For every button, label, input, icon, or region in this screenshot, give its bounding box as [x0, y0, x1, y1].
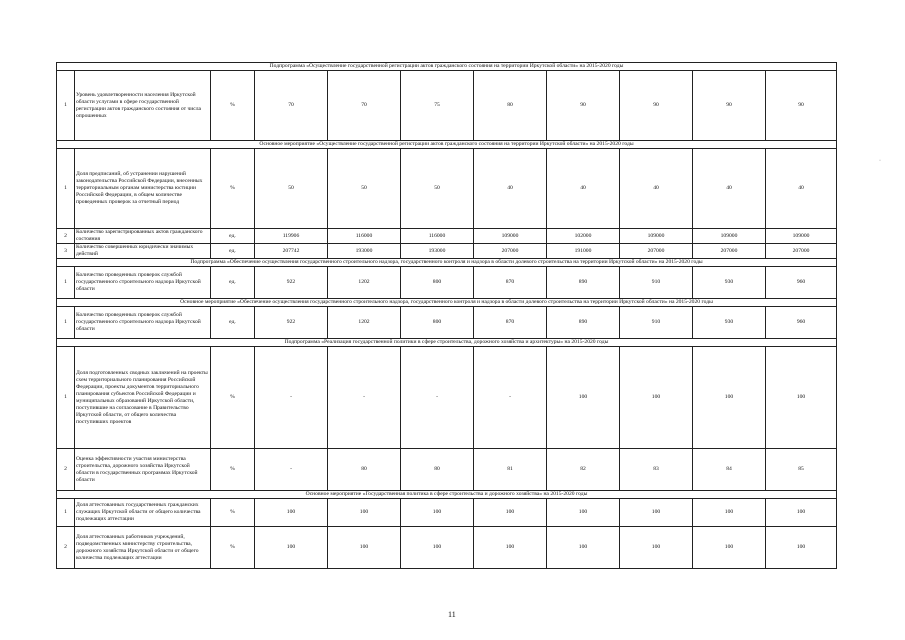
- value-cell: 40: [766, 149, 837, 229]
- value-cell: 100: [255, 527, 328, 569]
- value-cell: 207000: [474, 244, 547, 259]
- value-cell: 100: [328, 527, 401, 569]
- value-cell: 930: [693, 307, 766, 339]
- value-cell: 109000: [620, 229, 693, 244]
- indicator-row: [57, 527, 837, 569]
- value-cell: 81: [474, 449, 547, 491]
- row-number: 2: [57, 229, 75, 244]
- indicator-row: [57, 449, 837, 491]
- value-cell: 100: [401, 527, 474, 569]
- indicators-table: [56, 62, 837, 569]
- value-cell: 100: [620, 499, 693, 527]
- value-cell: 109000: [693, 229, 766, 244]
- value-cell: 870: [474, 267, 547, 299]
- value-cell: 109000: [474, 229, 547, 244]
- row-number: 2: [57, 527, 75, 569]
- value-cell: 80: [474, 71, 547, 141]
- value-cell: 90: [693, 71, 766, 141]
- indicator-name: Доля подготовленных сводных заключений на проекты схем территориального планирования Российской Федерации, проекты документов территориального планирования субъектов Российской Федерации и муниципальных образований Иркутской области, поступившие на согласование в Правительство Иркутской области, от общего количества поступивших проектов: [75, 347, 211, 449]
- value-cell: 207000: [766, 244, 837, 259]
- value-cell: 70: [255, 71, 328, 141]
- value-cell: 84: [693, 449, 766, 491]
- value-cell: 100: [766, 527, 837, 569]
- row-number: 1: [57, 149, 75, 229]
- indicator-row: [57, 229, 837, 244]
- value-cell: 193000: [328, 244, 401, 259]
- value-cell: 100: [328, 499, 401, 527]
- indicator-name: Количество зарегистрированных актов гражданского состояния: [75, 229, 211, 244]
- value-cell: 116000: [401, 229, 474, 244]
- row-number: 1: [57, 347, 75, 449]
- value-cell: -: [255, 449, 328, 491]
- section-header-row: [57, 339, 837, 347]
- value-cell: 50: [255, 149, 328, 229]
- unit-cell: ед.: [211, 307, 255, 339]
- value-cell: 50: [328, 149, 401, 229]
- value-cell: 910: [620, 307, 693, 339]
- value-cell: 80: [328, 449, 401, 491]
- value-cell: 100: [401, 499, 474, 527]
- indicator-name: Доля аттестованных государственных гражданских служащих Иркутской области от общего количества подлежащих аттестации: [75, 499, 211, 527]
- section-header-row: [57, 63, 837, 71]
- value-cell: -: [474, 347, 547, 449]
- value-cell: 207000: [620, 244, 693, 259]
- unit-cell: %: [211, 347, 255, 449]
- indicator-name: Количество проведенных проверок службой государственного строительного надзора Иркутской области: [75, 267, 211, 299]
- value-cell: 193000: [401, 244, 474, 259]
- value-cell: 930: [693, 267, 766, 299]
- section-header-row: [57, 491, 837, 499]
- value-cell: 207000: [693, 244, 766, 259]
- value-cell: 40: [693, 149, 766, 229]
- value-cell: 40: [547, 149, 620, 229]
- value-cell: 90: [620, 71, 693, 141]
- value-cell: 100: [620, 347, 693, 449]
- value-cell: 119906: [255, 229, 328, 244]
- indicator-row: [57, 307, 837, 339]
- value-cell: 191000: [547, 244, 620, 259]
- value-cell: 50: [401, 149, 474, 229]
- unit-cell: ед.: [211, 244, 255, 259]
- value-cell: 100: [547, 347, 620, 449]
- stray-mark: ·: [879, 158, 881, 164]
- value-cell: 75: [401, 71, 474, 141]
- value-cell: 100: [766, 499, 837, 527]
- value-cell: 70: [328, 71, 401, 141]
- unit-cell: %: [211, 149, 255, 229]
- section-title: Основное мероприятие «Государственная политика в сфере строительства и дорожного хозяйства» на 2015-2020 годы: [57, 491, 837, 499]
- value-cell: -: [255, 347, 328, 449]
- section-title: Основное мероприятие «Осуществление государственной регистрации актов гражданского состояния на территории Иркутской области» на 2015-2020 годы: [57, 141, 837, 149]
- value-cell: 100: [547, 499, 620, 527]
- row-number: 1: [57, 71, 75, 141]
- unit-cell: %: [211, 71, 255, 141]
- indicator-name: Уровень удовлетворенности населения Иркутской области услугами в сфере государственной регистрации актов гражданского состояния от числа опрошенных: [75, 71, 211, 141]
- indicator-row: [57, 149, 837, 229]
- unit-cell: ед.: [211, 229, 255, 244]
- value-cell: 910: [620, 267, 693, 299]
- value-cell: 960: [766, 307, 837, 339]
- section-header-row: [57, 141, 837, 149]
- row-number: 1: [57, 307, 75, 339]
- value-cell: 800: [401, 307, 474, 339]
- value-cell: 800: [401, 267, 474, 299]
- section-header-row: [57, 299, 837, 307]
- value-cell: 100: [620, 527, 693, 569]
- value-cell: 102000: [547, 229, 620, 244]
- unit-cell: %: [211, 449, 255, 491]
- indicator-name: Количество проведенных проверок службой государственного строительного надзора Иркутской области: [75, 307, 211, 339]
- value-cell: 100: [474, 499, 547, 527]
- indicator-row: [57, 71, 837, 141]
- unit-cell: %: [211, 527, 255, 569]
- value-cell: 207742: [255, 244, 328, 259]
- value-cell: 890: [547, 307, 620, 339]
- value-cell: 100: [693, 527, 766, 569]
- value-cell: 40: [474, 149, 547, 229]
- row-number: 3: [57, 244, 75, 259]
- unit-cell: ед.: [211, 267, 255, 299]
- value-cell: 85: [766, 449, 837, 491]
- value-cell: 90: [547, 71, 620, 141]
- row-number: 1: [57, 499, 75, 527]
- value-cell: 100: [474, 527, 547, 569]
- value-cell: 922: [255, 267, 328, 299]
- row-number: 1: [57, 267, 75, 299]
- value-cell: 100: [766, 347, 837, 449]
- value-cell: 82: [547, 449, 620, 491]
- section-title: Основное мероприятие «Обеспечение осуществления государственного строительного надзора, государственного контроля и надзора в области долевого строительства на территории Иркутской области» на 2015-2020 годы: [57, 299, 837, 307]
- section-header-row: [57, 259, 837, 267]
- value-cell: 100: [693, 499, 766, 527]
- row-number: 2: [57, 449, 75, 491]
- value-cell: 116000: [328, 229, 401, 244]
- value-cell: 40: [620, 149, 693, 229]
- value-cell: 100: [547, 527, 620, 569]
- indicator-row: [57, 244, 837, 259]
- indicator-name: Количество совершенных юридически значимых действий: [75, 244, 211, 259]
- value-cell: 960: [766, 267, 837, 299]
- value-cell: 90: [766, 71, 837, 141]
- value-cell: 100: [255, 499, 328, 527]
- value-cell: 80: [401, 449, 474, 491]
- value-cell: 109000: [766, 229, 837, 244]
- value-cell: 1202: [328, 267, 401, 299]
- indicator-row: [57, 347, 837, 449]
- indicator-row: [57, 267, 837, 299]
- section-title: Подпрограмма «Реализация государственной политики в сфере строительства, дорожного хозяйства и архитектуры» на 2015-2020 годы: [57, 339, 837, 347]
- value-cell: 1202: [328, 307, 401, 339]
- value-cell: -: [401, 347, 474, 449]
- page-number: 11: [448, 610, 456, 619]
- section-title: Подпрограмма «Осуществление государственной регистрации актов гражданского состояния на территории Иркутской области» на 2015-2020 годы: [57, 63, 837, 71]
- value-cell: 890: [547, 267, 620, 299]
- value-cell: -: [328, 347, 401, 449]
- value-cell: 83: [620, 449, 693, 491]
- value-cell: 100: [693, 347, 766, 449]
- value-cell: 870: [474, 307, 547, 339]
- indicator-name: Доля аттестованных работников учреждений, подведомственных министерству строительства, дорожного хозяйства Иркутской области от общего количества подлежащих аттестации: [75, 527, 211, 569]
- indicator-name: Доля предписаний, об устранении нарушений законодательства Российской Федерации, внесенных территориальным органам министерства юстиции Российской Федерации, в общем количестве проведенных проверок за отчетный период: [75, 149, 211, 229]
- indicator-name: Оценка эффективности участия министерства строительства, дорожного хозяйства Иркутской области в государственных программах Иркутской области: [75, 449, 211, 491]
- indicator-row: [57, 499, 837, 527]
- section-title: Подпрограмма «Обеспечение осуществления государственного строительного надзора, государственного контроля и надзора в области долевого строительства на территории Иркутской области» на 2015-2020 годы: [57, 259, 837, 267]
- value-cell: 922: [255, 307, 328, 339]
- unit-cell: %: [211, 499, 255, 527]
